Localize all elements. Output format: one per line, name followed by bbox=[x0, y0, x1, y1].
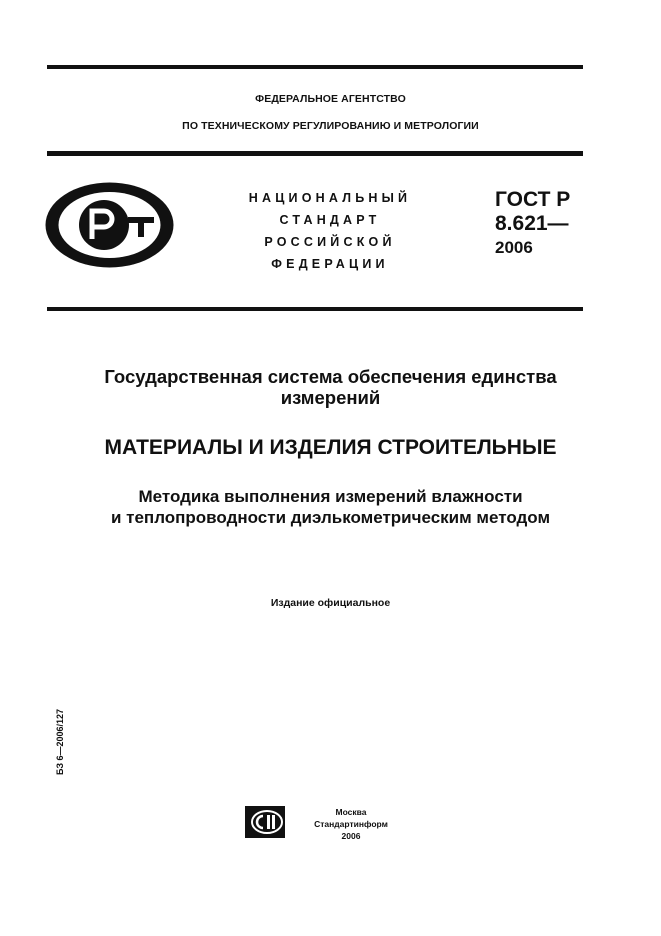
national-line-3: РОССИЙСКОЙ bbox=[264, 235, 396, 249]
main-title: МАТЕРИАЛЫ И ИЗДЕЛИЯ СТРОИТЕЛЬНЫЕ bbox=[104, 436, 557, 459]
publisher-name: Стандартинформ bbox=[314, 819, 388, 829]
top-rule bbox=[47, 65, 583, 69]
header-bottom-rule bbox=[47, 151, 583, 156]
subtitle-line-1: Методика выполнения измерений влажности bbox=[138, 487, 523, 506]
series-title bbox=[0, 366, 661, 408]
national-standard-label bbox=[230, 187, 430, 275]
subtitle-line-2: и теплопроводности диэлькометрическим методом bbox=[110, 508, 551, 527]
gost-line-3: 2006 bbox=[495, 238, 533, 257]
series-title-line-2: измерений bbox=[280, 387, 381, 408]
gost-line-2: 8.621— bbox=[495, 212, 569, 235]
subtitle bbox=[0, 486, 661, 528]
edition-label: Издание официальное bbox=[270, 597, 391, 609]
publisher-city: Москва bbox=[335, 807, 367, 817]
standard-bottom-rule bbox=[47, 307, 583, 311]
national-line-2: СТАНДАРТ bbox=[279, 213, 381, 227]
national-line-4: ФЕДЕРАЦИИ bbox=[271, 257, 389, 271]
side-code: БЗ 6—2006/127 bbox=[55, 708, 65, 776]
publisher-year: 2006 bbox=[341, 831, 361, 841]
publisher-info bbox=[306, 806, 396, 842]
standartinform-logo-icon bbox=[245, 806, 285, 838]
gost-line-1: ГОСТ Р bbox=[495, 188, 571, 211]
series-title-line-1: Государственная система обеспечения единства bbox=[104, 366, 557, 387]
gost-designation bbox=[495, 188, 570, 260]
national-line-1: НАЦИОНАЛЬНЫЙ bbox=[248, 191, 412, 205]
agency-line-2: ПО ТЕХНИЧЕСКОМУ РЕГУЛИРОВАНИЮ И МЕТРОЛОГИИ bbox=[182, 120, 479, 132]
rst-logo-icon bbox=[44, 181, 175, 269]
agency-line-1: ФЕДЕРАЛЬНОЕ АГЕНТСТВО bbox=[255, 93, 406, 105]
